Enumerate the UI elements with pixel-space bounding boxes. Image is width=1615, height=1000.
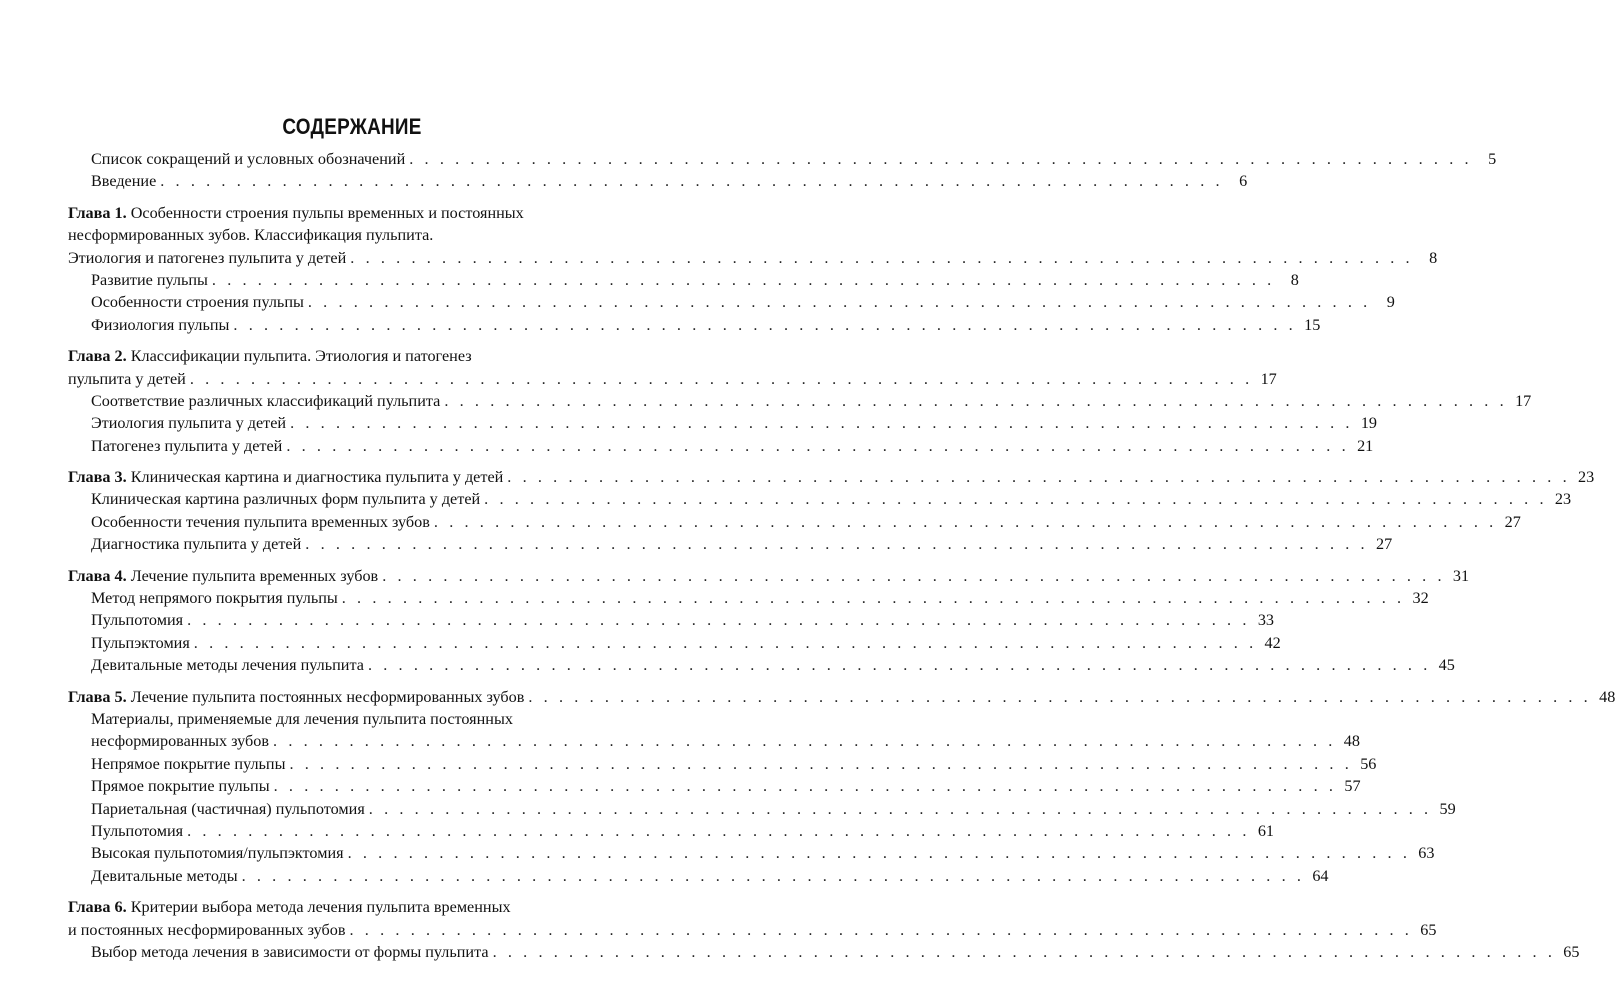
dot-leader: . . . . . . . . . . . . . . . . . . . . . . . . . . . . . . . . . . . . . . . . . . . . . . . . . . . . . . . . . . . . . . . . . . . . . . <box>273 777 1337 796</box>
toc-entry-title: и постоянных несформированных зубов <box>68 920 346 939</box>
toc-entry <box>68 269 1299 291</box>
toc-entry-title: Глава 3. Клиническая картина и диагностика пульпита у детей <box>68 468 504 487</box>
toc-entry-title: Развитие пульпы <box>91 270 208 289</box>
toc-entry <box>68 587 1429 609</box>
toc-entry-title: Метод непрямого покрытия пульпы <box>91 589 338 608</box>
toc-entry-title: пульпита у детей <box>68 369 186 388</box>
toc-entry <box>68 170 1248 192</box>
dot-leader: . . . . . . . . . . . . . . . . . . . . . . . . . . . . . . . . . . . . . . . . . . . . . . . . . . . . . . . . . . . . . . . . . . . . . . <box>367 656 1431 675</box>
toc-entry-title: Диагностика пульпита у детей <box>91 535 302 554</box>
toc-entry-title: Пульпэктомия <box>91 633 190 652</box>
toc-page-number: 15 <box>1304 315 1321 334</box>
dot-leader: . . . . . . . . . . . . . . . . . . . . . . . . . . . . . . . . . . . . . . . . . . . . . . . . . . . . . . . . . . . . . . . . . . . . . . <box>305 535 1369 554</box>
dot-leader: . . . . . . . . . . . . . . . . . . . . . . . . . . . . . . . . . . . . . . . . . . . . . . . . . . . . . . . . . . . . . . . . . . . . . . <box>368 799 1432 818</box>
dot-leader: . . . . . . . . . . . . . . . . . . . . . . . . . . . . . . . . . . . . . . . . . . . . . . . . . . . . . . . . . . . . . . . . . . . . . . <box>349 920 1413 939</box>
dot-leader: . . . . . . . . . . . . . . . . . . . . . . . . . . . . . . . . . . . . . . . . . . . . . . . . . . . . . . . . . . . . . . . . . . . . . . <box>290 414 1354 433</box>
toc-page-number: 63 <box>1418 844 1435 863</box>
toc-page-number: 42 <box>1264 633 1281 652</box>
toc-entry-title: Глава 5. Лечение пульпита постоянных несформированных зубов <box>68 687 525 706</box>
toc-entry <box>68 247 1438 269</box>
chapter-label: Глава 2. <box>68 347 127 366</box>
toc-entry <box>68 941 1580 963</box>
dot-leader: . . . . . . . . . . . . . . . . . . . . . . . . . . . . . . . . . . . . . . . . . . . . . . . . . . . . . . . . . . . . . . . . . . . . . . <box>433 512 1497 531</box>
toc-page-number: 59 <box>1439 799 1456 818</box>
dot-leader: . . . . . . . . . . . . . . . . . . . . . . . . . . . . . . . . . . . . . . . . . . . . . . . . . . . . . . . . . . . . . . . . . . . . . . <box>507 468 1571 487</box>
toc-entry <box>68 412 1378 434</box>
toc-entry-title: Глава 1. Особенности строения пульпы временных и постоянных <box>68 203 524 222</box>
table-of-contents <box>68 148 1615 963</box>
toc-page-number: 23 <box>1554 490 1572 509</box>
toc-entry-title: Пульпотомия <box>91 611 184 630</box>
toc-entry-continued <box>68 224 626 246</box>
toc-entry-title: Особенности строения пульпы <box>91 293 304 312</box>
toc-entry-title: Пульпотомия <box>91 821 184 840</box>
dot-leader: . . . . . . . . . . . . . . . . . . . . . . . . . . . . . . . . . . . . . . . . . . . . . . . . . . . . . . . . . . . . . . . . . . . . . . <box>307 293 1371 312</box>
dot-leader: . . . . . . . . . . . . . . . . . . . . . . . . . . . . . . . . . . . . . . . . . . . . . . . . . . . . . . . . . . . . . . . . . . . . . . <box>492 942 1556 961</box>
toc-entry-continued <box>68 202 626 224</box>
dot-leader: . . . . . . . . . . . . . . . . . . . . . . . . . . . . . . . . . . . . . . . . . . . . . . . . . . . . . . . . . . . . . . . . . . . . . . <box>341 589 1405 608</box>
toc-entry-title: Клиническая картина различных форм пульпита у детей <box>91 490 481 509</box>
toc-entry-title: Девитальные методы лечения пульпита <box>91 656 364 675</box>
toc-entry <box>68 609 1274 631</box>
toc-entry <box>68 686 1615 708</box>
section-gap <box>68 677 626 686</box>
toc-entry-title: несформированных зубов. Классификация пульпита. <box>68 226 434 245</box>
toc-page-number: 27 <box>1376 535 1393 554</box>
toc-page-number: 8 <box>1290 270 1299 289</box>
toc-page-number: 45 <box>1438 656 1455 675</box>
toc-entry <box>68 842 1435 864</box>
toc-entry <box>68 291 1395 313</box>
toc-entry-title: Девитальные методы <box>91 866 238 885</box>
toc-page-number: 17 <box>1515 391 1532 410</box>
toc-entry <box>68 511 1521 533</box>
toc-page-number: 31 <box>1452 566 1470 585</box>
toc-entry-title: Глава 6. Критерии выбора метода лечения пульпита временных <box>68 898 511 917</box>
toc-entry <box>68 565 1470 587</box>
chapter-label: Глава 3. <box>68 468 127 487</box>
toc-entry-title: Глава 4. Лечение пульпита временных зубов <box>68 566 379 585</box>
toc-entry-continued <box>68 896 626 918</box>
toc-entry-title: несформированных зубов <box>91 732 270 751</box>
dot-leader: . . . . . . . . . . . . . . . . . . . . . . . . . . . . . . . . . . . . . . . . . . . . . . . . . . . . . . . . . . . . . . . . . . . . . . <box>409 150 1473 168</box>
toc-entry <box>68 148 1497 170</box>
toc-entry <box>68 314 1321 336</box>
toc-entry-title: Материалы, применяемые для лечения пульпита постоянных <box>91 709 513 728</box>
dot-leader: . . . . . . . . . . . . . . . . . . . . . . . . . . . . . . . . . . . . . . . . . . . . . . . . . . . . . . . . . . . . . . . . . . . . . . <box>347 844 1411 863</box>
dot-leader: . . . . . . . . . . . . . . . . . . . . . . . . . . . . . . . . . . . . . . . . . . . . . . . . . . . . . . . . . . . . . . . . . . . . . . <box>233 315 1297 334</box>
toc-entry <box>68 753 1377 775</box>
dot-leader: . . . . . . . . . . . . . . . . . . . . . . . . . . . . . . . . . . . . . . . . . . . . . . . . . . . . . . . . . . . . . . . . . . . . . . <box>273 732 1336 751</box>
toc-entry <box>68 533 1393 555</box>
page-title: СОДЕРЖАНИЕ <box>282 114 422 139</box>
toc-entry-title: Патогенез пульпита у детей <box>91 436 283 455</box>
dot-leader: . . . . . . . . . . . . . . . . . . . . . . . . . . . . . . . . . . . . . . . . . . . . . . . . . . . . . . . . . . . . . . . . . . . . . . <box>193 633 1257 652</box>
toc-entry <box>68 865 1329 887</box>
toc-entry-title: Соответствие различных классификаций пульпита <box>91 391 441 410</box>
toc-entry <box>68 798 1456 820</box>
dot-leader: . . . . . . . . . . . . . . . . . . . . . . . . . . . . . . . . . . . . . . . . . . . . . . . . . . . . . . . . . . . . . . . . . . . . . . <box>350 248 1414 267</box>
chapter-label: Глава 4. <box>68 566 127 585</box>
toc-entry-title: Высокая пульпотомия/пульпэктомия <box>91 844 344 863</box>
toc-entry <box>68 919 1437 941</box>
dot-leader: . . . . . . . . . . . . . . . . . . . . . . . . . . . . . . . . . . . . . . . . . . . . . . . . . . . . . . . . . . . . . . . . . . . . . . <box>286 436 1350 455</box>
toc-entry <box>68 390 1532 412</box>
toc-entry-title: Этиология и патогенез пульпита у детей <box>68 248 347 267</box>
dot-leader: . . . . . . . . . . . . . . . . . . . . . . . . . . . . . . . . . . . . . . . . . . . . . . . . . . . . . . . . . . . . . . . . . . . . . . <box>241 866 1305 885</box>
dot-leader: . . . . . . . . . . . . . . . . . . . . . . . . . . . . . . . . . . . . . . . . . . . . . . . . . . . . . . . . . . . . . . . . . . . . . . <box>189 369 1253 388</box>
toc-entry <box>68 820 1274 842</box>
toc-entry-title: Физиология пульпы <box>91 315 230 334</box>
toc-page-number: 48 <box>1599 687 1615 706</box>
toc-entry-title: Глава 2. Классификации пульпита. Этиология и патогенез <box>68 347 472 366</box>
toc-page-number: 56 <box>1360 754 1377 773</box>
toc-page-number: 9 <box>1386 293 1395 312</box>
toc-page-number: 65 <box>1563 942 1580 961</box>
toc-entry-title: Этиология пульпита у детей <box>91 414 287 433</box>
toc-page-number: 6 <box>1239 172 1248 191</box>
toc-entry-title: Выбор метода лечения в зависимости от формы пульпита <box>91 942 489 961</box>
dot-leader: . . . . . . . . . . . . . . . . . . . . . . . . . . . . . . . . . . . . . . . . . . . . . . . . . . . . . . . . . . . . . . . . . . . . . . <box>187 821 1250 840</box>
dot-leader: . . . . . . . . . . . . . . . . . . . . . . . . . . . . . . . . . . . . . . . . . . . . . . . . . . . . . . . . . . . . . . . . . . . . . . <box>160 172 1224 191</box>
chapter-label: Глава 5. <box>68 687 127 706</box>
section-gap <box>68 193 626 202</box>
toc-page-number: 19 <box>1360 414 1378 433</box>
toc-entry <box>68 466 1595 488</box>
dot-leader: . . . . . . . . . . . . . . . . . . . . . . . . . . . . . . . . . . . . . . . . . . . . . . . . . . . . . . . . . . . . . . . . . . . . . . <box>187 611 1250 630</box>
dot-leader: . . . . . . . . . . . . . . . . . . . . . . . . . . . . . . . . . . . . . . . . . . . . . . . . . . . . . . . . . . . . . . . . . . . . . . <box>528 687 1592 706</box>
toc-page-number: 32 <box>1412 589 1429 608</box>
toc-entry <box>68 730 1360 752</box>
toc-entry <box>68 368 1277 390</box>
toc-page-number: 57 <box>1344 777 1361 796</box>
dot-leader: . . . . . . . . . . . . . . . . . . . . . . . . . . . . . . . . . . . . . . . . . . . . . . . . . . . . . . . . . . . . . . . . . . . . . . <box>211 270 1275 289</box>
section-gap <box>68 336 626 345</box>
toc-entry-title: Введение <box>91 172 157 191</box>
toc-page-number: 17 <box>1260 369 1277 388</box>
toc-entry <box>68 775 1361 797</box>
chapter-label: Глава 6. <box>68 898 127 917</box>
toc-entry <box>68 488 1572 510</box>
toc-entry-continued <box>68 345 626 367</box>
toc-entry <box>68 654 1455 676</box>
section-gap <box>68 556 626 565</box>
dot-leader: . . . . . . . . . . . . . . . . . . . . . . . . . . . . . . . . . . . . . . . . . . . . . . . . . . . . . . . . . . . . . . . . . . . . . . <box>382 566 1446 585</box>
section-gap <box>68 457 626 466</box>
section-gap <box>68 887 626 896</box>
toc-page-number: 64 <box>1312 866 1329 885</box>
toc-page-number: 8 <box>1429 248 1438 267</box>
dot-leader: . . . . . . . . . . . . . . . . . . . . . . . . . . . . . . . . . . . . . . . . . . . . . . . . . . . . . . . . . . . . . . . . . . . . . . <box>444 391 1508 410</box>
toc-page-number: 21 <box>1357 436 1374 455</box>
toc-page-number: 5 <box>1488 150 1497 168</box>
toc-entry <box>68 632 1281 654</box>
toc-page-number: 33 <box>1257 611 1274 630</box>
toc-entry-title: Особенности течения пульпита временных зубов <box>91 512 430 531</box>
toc-entry <box>68 435 1374 457</box>
toc-entry-title: Непрямое покрытие пульпы <box>91 754 286 773</box>
toc-entry-title: Прямое покрытие пульпы <box>91 777 270 796</box>
toc-page-number: 61 <box>1257 821 1274 840</box>
toc-page-number: 23 <box>1578 468 1595 487</box>
chapter-label: Глава 1. <box>68 203 127 222</box>
toc-page-number: 48 <box>1343 732 1360 751</box>
toc-page-number: 65 <box>1420 920 1437 939</box>
toc-page-number: 27 <box>1504 512 1521 531</box>
toc-entry-continued <box>68 708 626 730</box>
toc-entry-title: Париетальная (частичная) пульпотомия <box>91 799 365 818</box>
dot-leader: . . . . . . . . . . . . . . . . . . . . . . . . . . . . . . . . . . . . . . . . . . . . . . . . . . . . . . . . . . . . . . . . . . . . . . <box>484 490 1548 509</box>
toc-entry-title: Список сокращений и условных обозначений <box>91 150 406 168</box>
dot-leader: . . . . . . . . . . . . . . . . . . . . . . . . . . . . . . . . . . . . . . . . . . . . . . . . . . . . . . . . . . . . . . . . . . . . . . <box>289 754 1353 773</box>
